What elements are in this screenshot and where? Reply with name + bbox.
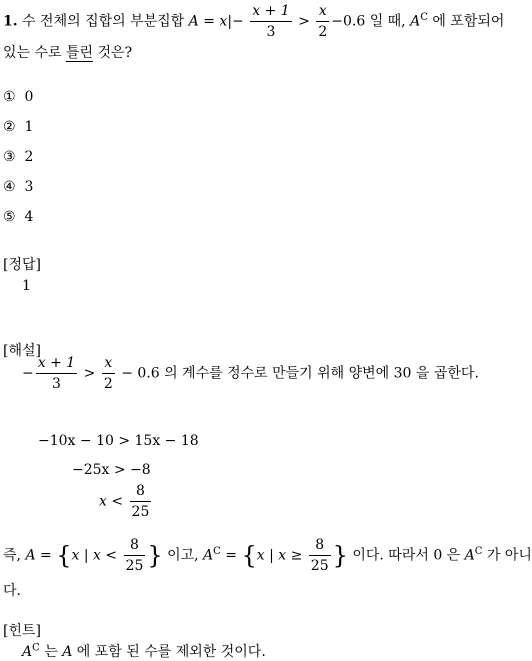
choice-3[interactable]: ③ 2 (3, 149, 34, 165)
hint-label: [힌트] (3, 623, 41, 639)
choice-5[interactable]: ⑤ 4 (3, 209, 34, 225)
minus-constant: −0.6 (331, 13, 366, 30)
choice-4[interactable]: ④ 3 (3, 179, 34, 195)
question-line-2: 있는 수로 틀린 것은? (3, 45, 133, 61)
question-stem: 에 포함되어 (432, 13, 505, 30)
fraction: $\frac{8}{25}$ (125, 537, 144, 574)
fraction: $\frac{x + 1}{3}$ (37, 355, 76, 392)
conclusion-line-1: 즉, A = {x | x < $\frac{8}{25}$ } 이고, $A^C = \{x$ | x ≥ $\frac{8}{25}$ } 이다. 따라서 0 은 $A^C$ 가 아니 (3, 537, 532, 574)
question-stem: 수 전체의 집합의 부분집합 (22, 13, 185, 30)
hint-text: $A^C$ 는 A 에 포함 된 수를 제외한 것이다. (22, 642, 266, 660)
explanation-label: [해설] (3, 343, 41, 359)
work-step-2: −25x > −8 (72, 462, 151, 478)
explanation-line-1: − $\frac{x + 1}{3}$ > $\frac{x}{2}$ − 0.6 의 계수를 정수로 만들기 위해 양변에 30 을 곱한다. (22, 355, 479, 392)
underlined-word: 틀린 (66, 45, 94, 61)
choice-2[interactable]: ② 1 (3, 119, 34, 135)
work-step-1: −10x − 10 > 15x − 18 (38, 433, 199, 449)
question-line-1: 1. 수 전체의 집합의 부분집합 A = x|− $\frac{x + 1}{3}$ > $\frac{x}{2}$ −0.6 일 때, $A^C$ 에 포함되어 (3, 3, 505, 40)
gt-sign: > (298, 13, 310, 30)
fraction: $\frac{8}{25}$ (310, 537, 329, 574)
question-stem: 일 때, (369, 13, 406, 30)
choice-1[interactable]: ① 0 (3, 89, 34, 105)
bar-minus: |− (227, 13, 244, 30)
conclusion-line-2: 다. (3, 583, 21, 599)
equals: = (203, 13, 215, 30)
fraction: $\frac{8}{25}$ (131, 483, 150, 520)
question-number: 1. (3, 13, 18, 30)
set-a: A (188, 13, 199, 30)
work-step-3: x < $\frac{8}{25}$ (99, 483, 150, 520)
answer-value: 1 (22, 278, 31, 294)
fraction: $\frac{x + 1}{3}$ (252, 3, 290, 40)
fraction: $\frac{x}{2}$ (318, 3, 328, 40)
complement-set: A (410, 13, 421, 30)
answer-label: [정답] (3, 257, 41, 273)
fraction: $\frac{x}{2}$ (103, 355, 113, 392)
var-x: x (219, 13, 228, 30)
